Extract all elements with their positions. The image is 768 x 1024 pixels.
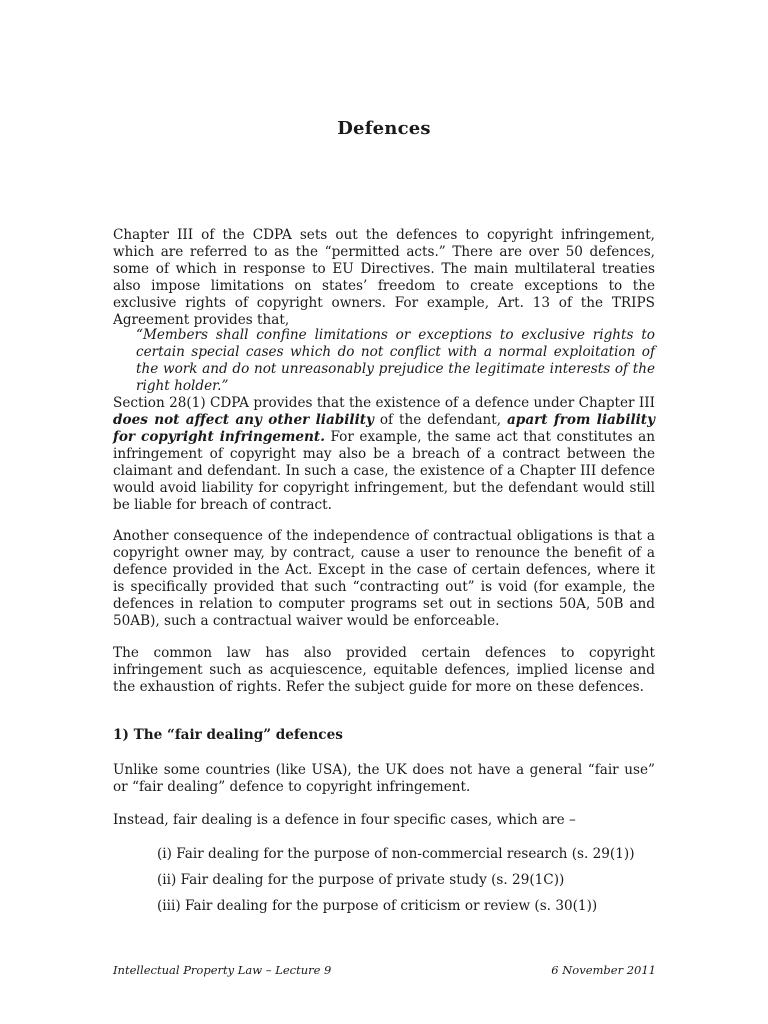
paragraph-fair-use: Unlike some countries (like USA), the UK does not have a general “fair use” or “fair dealing” defence to copyright infringement. bbox=[113, 762, 655, 795]
page-title: Defences bbox=[337, 118, 431, 139]
footer-course-title: Intellectual Property Law – Lecture 9 bbox=[113, 963, 332, 977]
section-heading-fair-dealing: 1) The “fair dealing” defences bbox=[113, 727, 343, 743]
trips-quote: “Members shall confine limitations or exceptions to exclusive rights to certain special cases which do not conflict with a normal exploitation of the work and do not unreasonably prejudice the legitimate interests of the right holder.” bbox=[136, 327, 655, 394]
list-item-research: (i) Fair dealing for the purpose of non-commercial research (s. 29(1)) bbox=[157, 846, 635, 862]
paragraph-intro: Chapter III of the CDPA sets out the defences to copyright infringement, which are referred to as the “permitted acts.” There are over 50 defences, some of which in response to EU Directives. The main multilateral treaties also impose limitations on states’ freedom to create exceptions to the exclusive rights of copyright owners. For example, Art. 13 of the TRIPS Agreement provides that, bbox=[113, 227, 655, 328]
paragraph-section-28-emphasis-1: does not affect any other liability bbox=[113, 412, 374, 428]
list-item-private-study: (ii) Fair dealing for the purpose of private study (s. 29(1C)) bbox=[157, 872, 565, 888]
paragraph-section-28-text-1: Section 28(1) CDPA provides that the existence of a defence under Chapter III bbox=[113, 395, 655, 411]
paragraph-section-28-text-3: For example, the same act that constitutes an infringement of copyright may also be a breach of a contract between the claimant and defendant. In such a case, the existence of a Chapter III defence would avoid liability for copyright infringement, but the defendant would still be liable for breach of contract. bbox=[113, 429, 656, 513]
paragraph-common-law: The common law has also provided certain defences to copyright infringement such as acquiescence, equitable defences, implied license and the exhaustion of rights. Refer the subject guide for more on these defences. bbox=[113, 645, 655, 695]
paragraph-section-28 bbox=[113, 395, 655, 514]
paragraph-section-28-emphasis-2: apart from liability for copyright infringement. bbox=[113, 412, 655, 445]
paragraph-contractual: Another consequence of the independence of contractual obligations is that a copyright owner may, by contract, cause a user to renounce the benefit of a defence provided in the Act. Except in the case of certain defences, where it is specifically provided that such “contracting out” is void (for example, the defences in relation to computer programs set out in sections 50A, 50B and 50AB), such a contractual waiver would be enforceable. bbox=[113, 528, 655, 629]
paragraph-four-cases: Instead, fair dealing is a defence in four specific cases, which are – bbox=[113, 812, 576, 828]
footer-date: 6 November 2011 bbox=[551, 963, 656, 977]
paragraph-section-28-text-2: of the defendant, bbox=[373, 412, 507, 428]
list-item-criticism: (iii) Fair dealing for the purpose of criticism or review (s. 30(1)) bbox=[157, 898, 598, 914]
